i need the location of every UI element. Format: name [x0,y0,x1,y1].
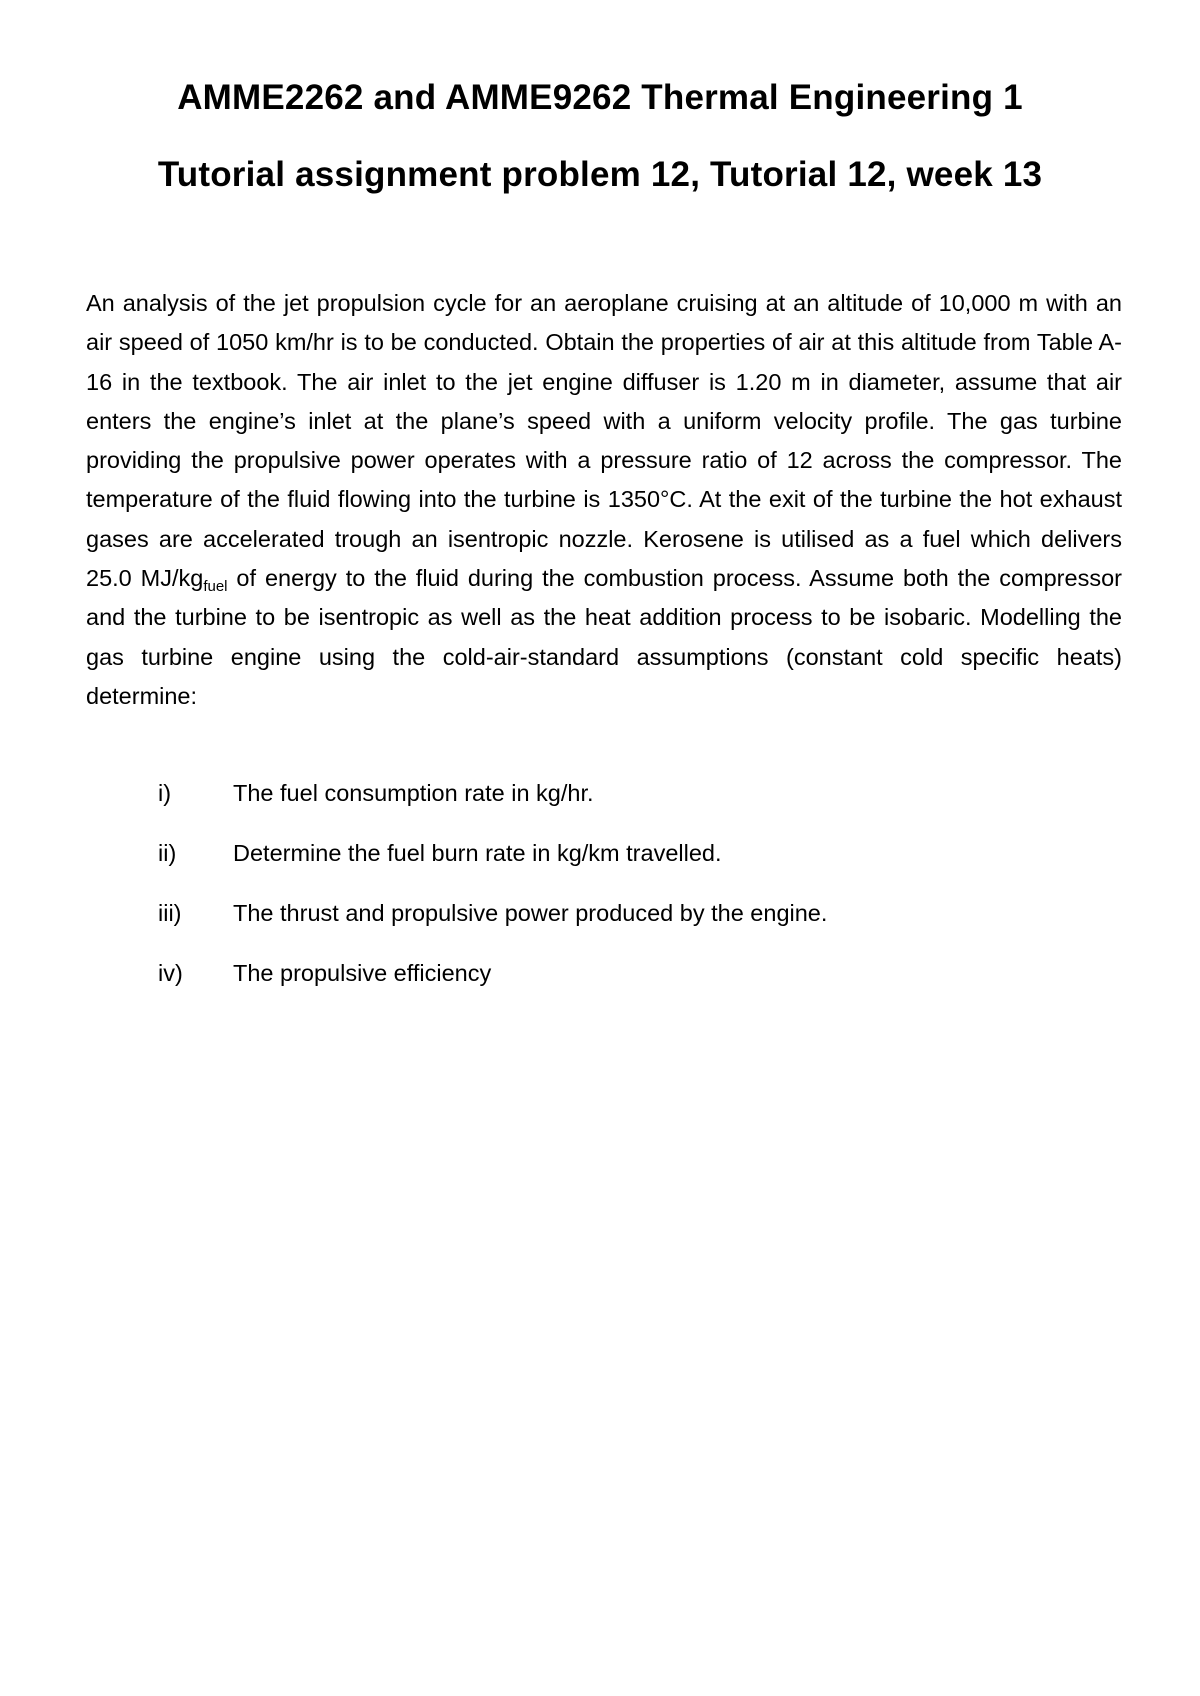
question-text: The propulsive efficiency [233,960,492,986]
question-number: i) [158,780,172,806]
question-item [0,898,1200,958]
question-item [0,958,1200,1018]
problem-text-part-2: of energy to the fluid during the combustion process. Assume both the compressor and the turbine to be isentropic as well as the heat addition process to be isobaric. Modelling the gas turbine engine using the cold-air-standard assumptions (constant cold specific heats) determine: [86,565,1122,709]
question-text: The fuel consumption rate in kg/hr. [233,780,594,806]
question-number: iii) [158,900,182,926]
question-text: Determine the fuel burn rate in kg/km travelled. [233,840,722,866]
question-item [0,838,1200,898]
question-text: The thrust and propulsive power produced by the engine. [233,900,828,926]
question-number: iv) [158,960,183,986]
question-list [0,778,1200,1018]
problem-statement [86,284,1122,716]
question-number: ii) [158,840,177,866]
course-title: AMME2262 and AMME9262 Thermal Engineering 1 [177,78,1023,117]
assignment-title: Tutorial assignment problem 12, Tutorial 12, week 13 [157,155,1043,194]
problem-text-part-1: An analysis of the jet propulsion cycle for an aeroplane cruising at an altitude of 10,000 m with an air speed of 1050 km/hr is to be conducted. Obtain the properties of air at this altitude from Table A-16 in the textbook. The air inlet to the jet engine diffuser is 1.20 m in diameter, assume that air enters the engine’s inlet at the plane’s speed with a uniform velocity profile. The gas turbine providing the propulsive power operates with a pressure ratio of 12 across the compressor. The temperature of the fluid flowing into the turbine is 1350°C. At the exit of the turbine the hot exhaust gases are accelerated trough an isentropic nozzle. Kerosene is utilised as a fuel which delivers 25.0 MJ/kg [86,290,1122,592]
question-item [0,778,1200,838]
fuel-subscript: fuel [203,578,228,596]
